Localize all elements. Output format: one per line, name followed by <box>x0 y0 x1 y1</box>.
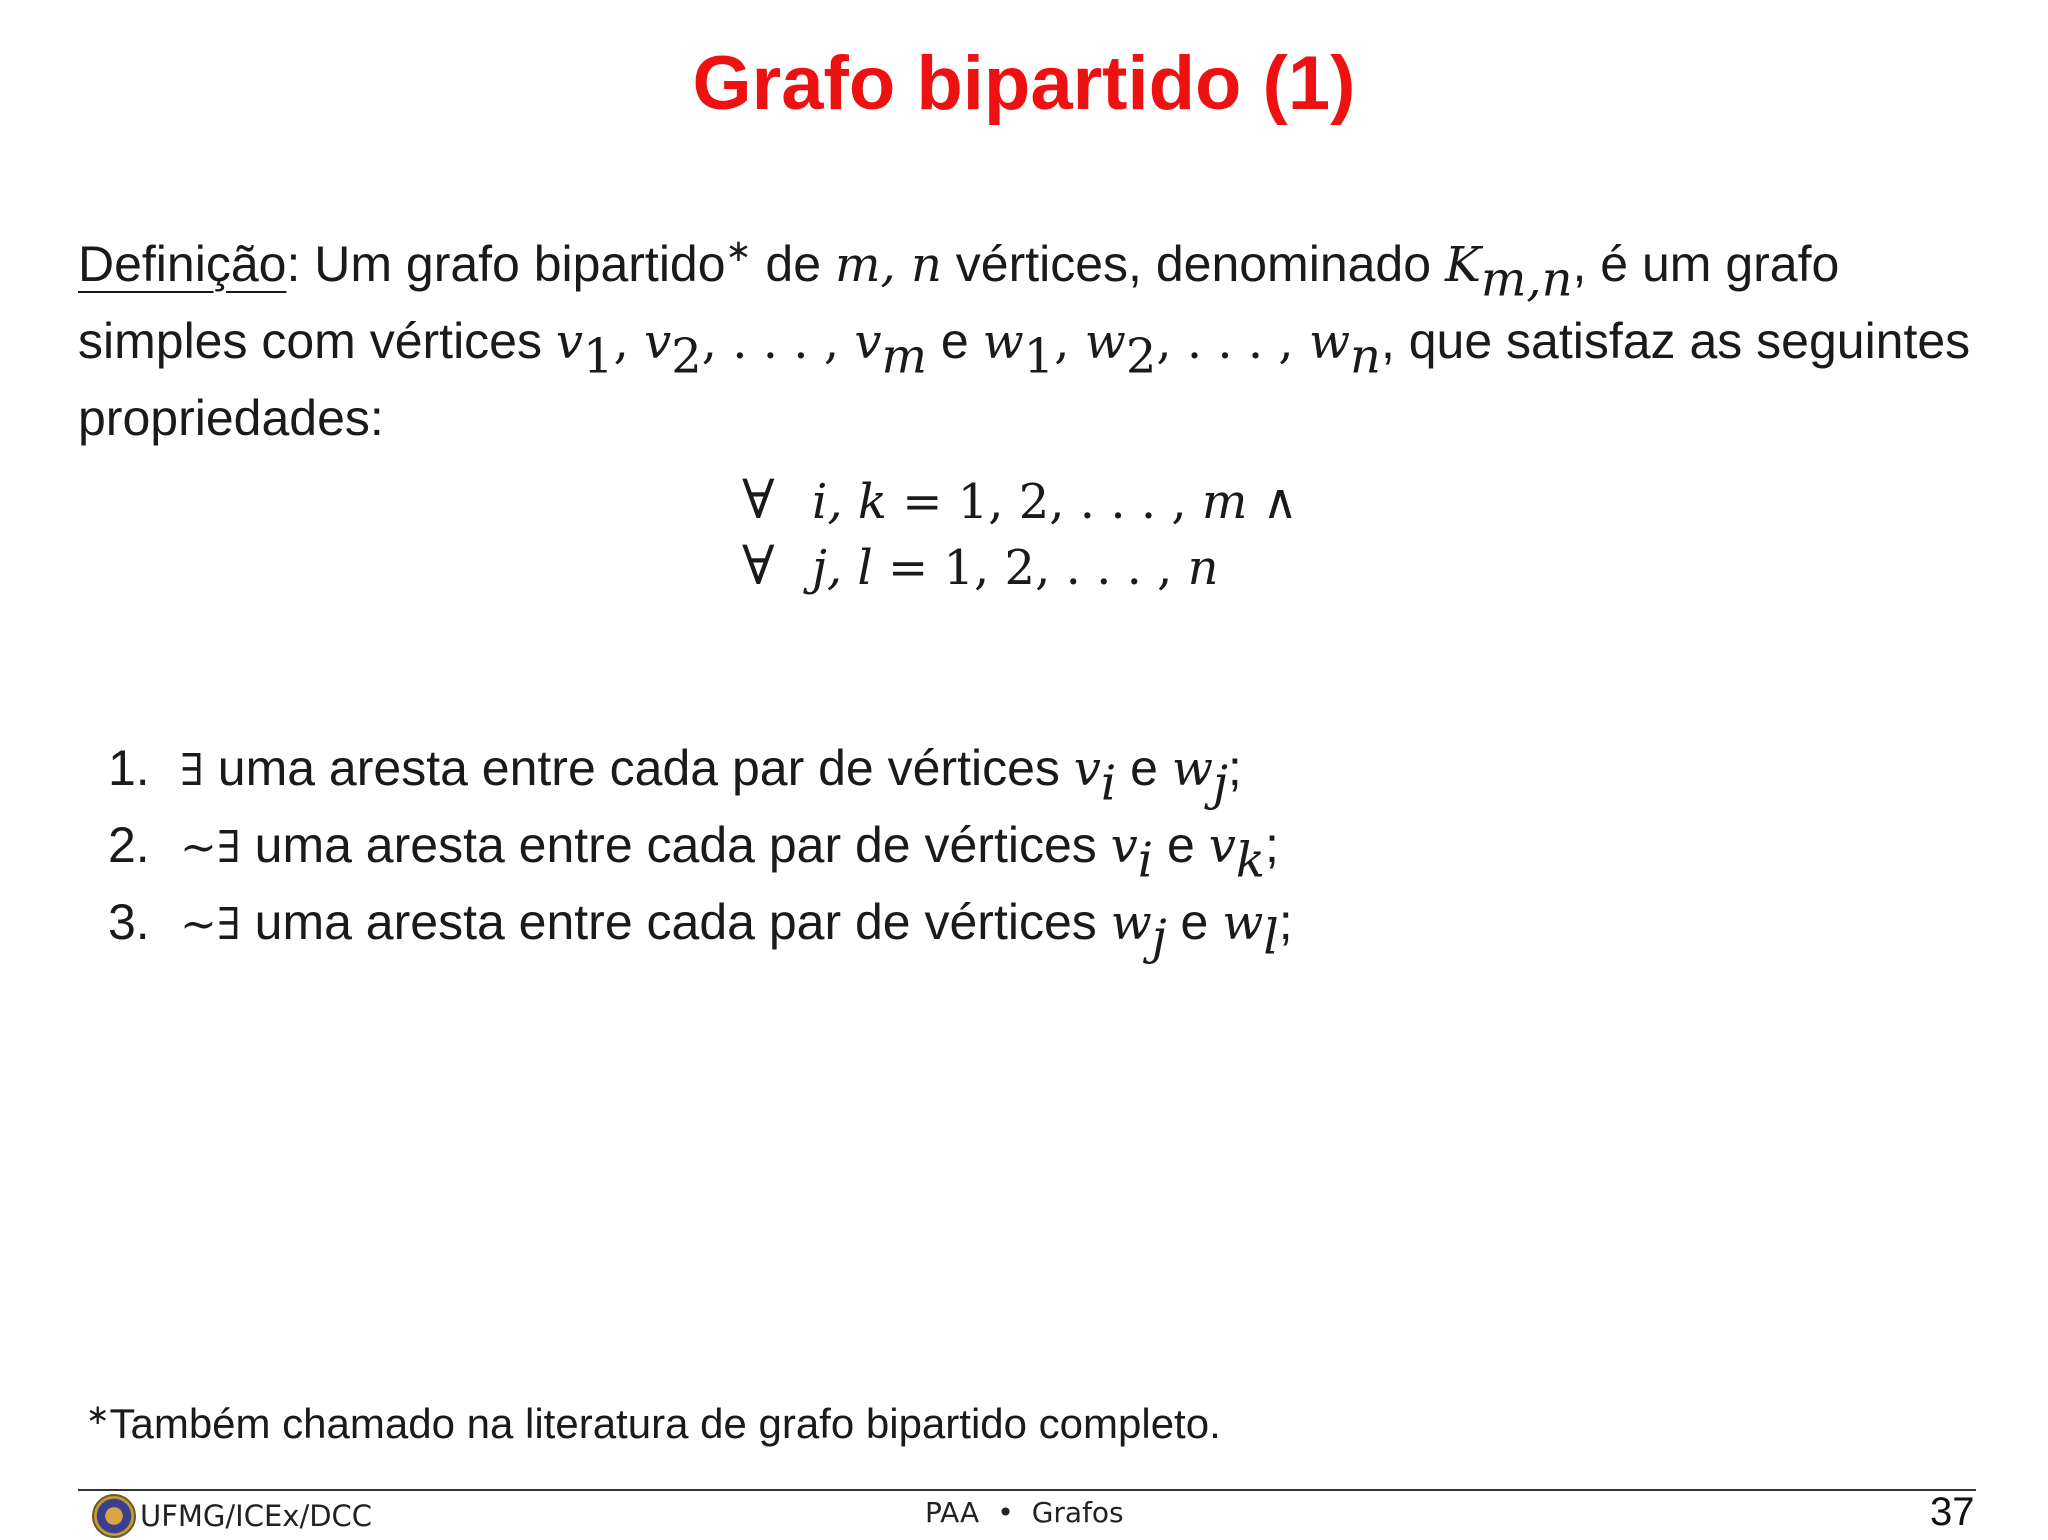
university-seal-icon <box>92 1494 136 1538</box>
item-text: uma aresta entre cada par de vértices <box>240 817 1111 873</box>
math-var: w <box>1110 895 1152 951</box>
exists-symbol: ∃ <box>216 822 241 873</box>
definition-line-1 <box>78 226 1978 308</box>
footer-institution <box>92 1492 372 1540</box>
math-subscript: j <box>1212 755 1228 812</box>
math-v: v <box>555 314 584 370</box>
definition-label: Definição <box>78 236 287 292</box>
math-K: K <box>1444 237 1481 293</box>
math-subscript: 1 <box>1023 328 1055 385</box>
math-subscript: k <box>1235 832 1265 889</box>
math-subscript: i <box>1100 755 1117 812</box>
exists-symbol: ∃ <box>216 899 241 950</box>
math-w: w <box>1308 314 1351 370</box>
math-vars: m <box>1201 474 1248 530</box>
institution-label: UFMG/ICEx/DCC <box>140 1499 373 1533</box>
item-text: e <box>1153 817 1209 873</box>
math-subscript: 2 <box>1125 328 1157 385</box>
definition-line-2 <box>78 303 1978 385</box>
definition-line-3: propriedades: <box>78 390 384 446</box>
footnote <box>86 1400 1221 1448</box>
math-subscript: n <box>1350 328 1381 385</box>
forall-symbol: ∀ <box>742 468 775 531</box>
math-vars: i, k <box>812 474 887 530</box>
math-subscript: j <box>1151 909 1167 966</box>
definition-text: , que satisfaz as seguintes <box>1380 313 1971 369</box>
footnote-marker: ∗ <box>725 232 752 268</box>
math-range: = 1, 2, . . . , <box>886 474 1202 530</box>
math-subscript: 2 <box>671 328 702 385</box>
math-vars: j, l <box>812 540 873 596</box>
properties-list <box>108 730 1293 966</box>
item-text: ; <box>1227 740 1242 796</box>
definition-text: : Um grafo bipartido <box>286 236 726 292</box>
forall-symbol: ∀ <box>742 534 775 597</box>
footer-course <box>925 1496 1124 1529</box>
footnote-marker: ∗ <box>86 1399 110 1430</box>
definition-text: , é um grafo <box>1572 236 1840 292</box>
footnote-text: Também chamado na literatura de grafo bipartido completo. <box>109 1400 1221 1447</box>
math-subscript: 1 <box>583 328 614 385</box>
math-var: w <box>1222 895 1264 951</box>
not-symbol: ∼ <box>180 899 217 950</box>
math-w: w <box>982 314 1024 370</box>
and-symbol: ∧ <box>1247 474 1298 530</box>
math-K-subscript: m,n <box>1480 251 1573 308</box>
list-item <box>108 807 1293 889</box>
math-comma: , <box>613 314 645 370</box>
definition-text: simples com vértices <box>78 313 556 369</box>
definition-text: vértices, denominado <box>941 236 1445 292</box>
math-v: v <box>854 314 882 370</box>
definition-text: e <box>926 313 983 369</box>
math-var: w <box>1171 741 1213 797</box>
math-subscript: l <box>1263 909 1279 966</box>
topic-label: Grafos <box>1031 1496 1124 1529</box>
definition-text: de <box>751 236 835 292</box>
page-number: 37 <box>1930 1490 1975 1534</box>
item-number: 1. <box>108 740 150 796</box>
math-comma: , <box>1054 314 1085 370</box>
footer-divider <box>78 1489 1976 1491</box>
math-subscript: m <box>881 328 927 385</box>
item-number: 3. <box>108 894 150 950</box>
item-text: ; <box>1264 817 1279 873</box>
item-text: e <box>1116 740 1172 796</box>
math-var: v <box>1073 741 1101 797</box>
item-text: ; <box>1278 894 1293 950</box>
math-var: v <box>1208 818 1236 874</box>
math-w: w <box>1084 314 1126 370</box>
math-ellipsis: , . . . , <box>701 314 855 370</box>
course-label: PAA <box>925 1496 980 1529</box>
exists-symbol: ∃ <box>180 745 204 796</box>
item-text: uma aresta entre cada par de vértices <box>203 740 1074 796</box>
quantifier-line-2 <box>742 534 1219 597</box>
math-ellipsis: , . . . , <box>1156 314 1309 370</box>
math-vars: n <box>1187 540 1219 596</box>
item-text: uma aresta entre cada par de vértices <box>240 894 1111 950</box>
slide-title: Grafo bipartido (1) <box>692 41 1356 126</box>
math-vars: m, n <box>834 237 942 293</box>
math-v: v <box>644 314 672 370</box>
math-subscript: i <box>1137 832 1154 889</box>
definition-paragraph <box>78 226 1978 457</box>
math-range: = 1, 2, . . . , <box>872 540 1188 596</box>
not-symbol: ∼ <box>180 822 217 873</box>
list-item <box>108 730 1293 812</box>
list-item <box>108 884 1293 966</box>
quantifier-line-1 <box>742 468 1298 531</box>
item-number: 2. <box>108 817 150 873</box>
bullet-separator: • <box>997 1496 1014 1529</box>
math-var: v <box>1110 818 1138 874</box>
item-text: e <box>1166 894 1223 950</box>
